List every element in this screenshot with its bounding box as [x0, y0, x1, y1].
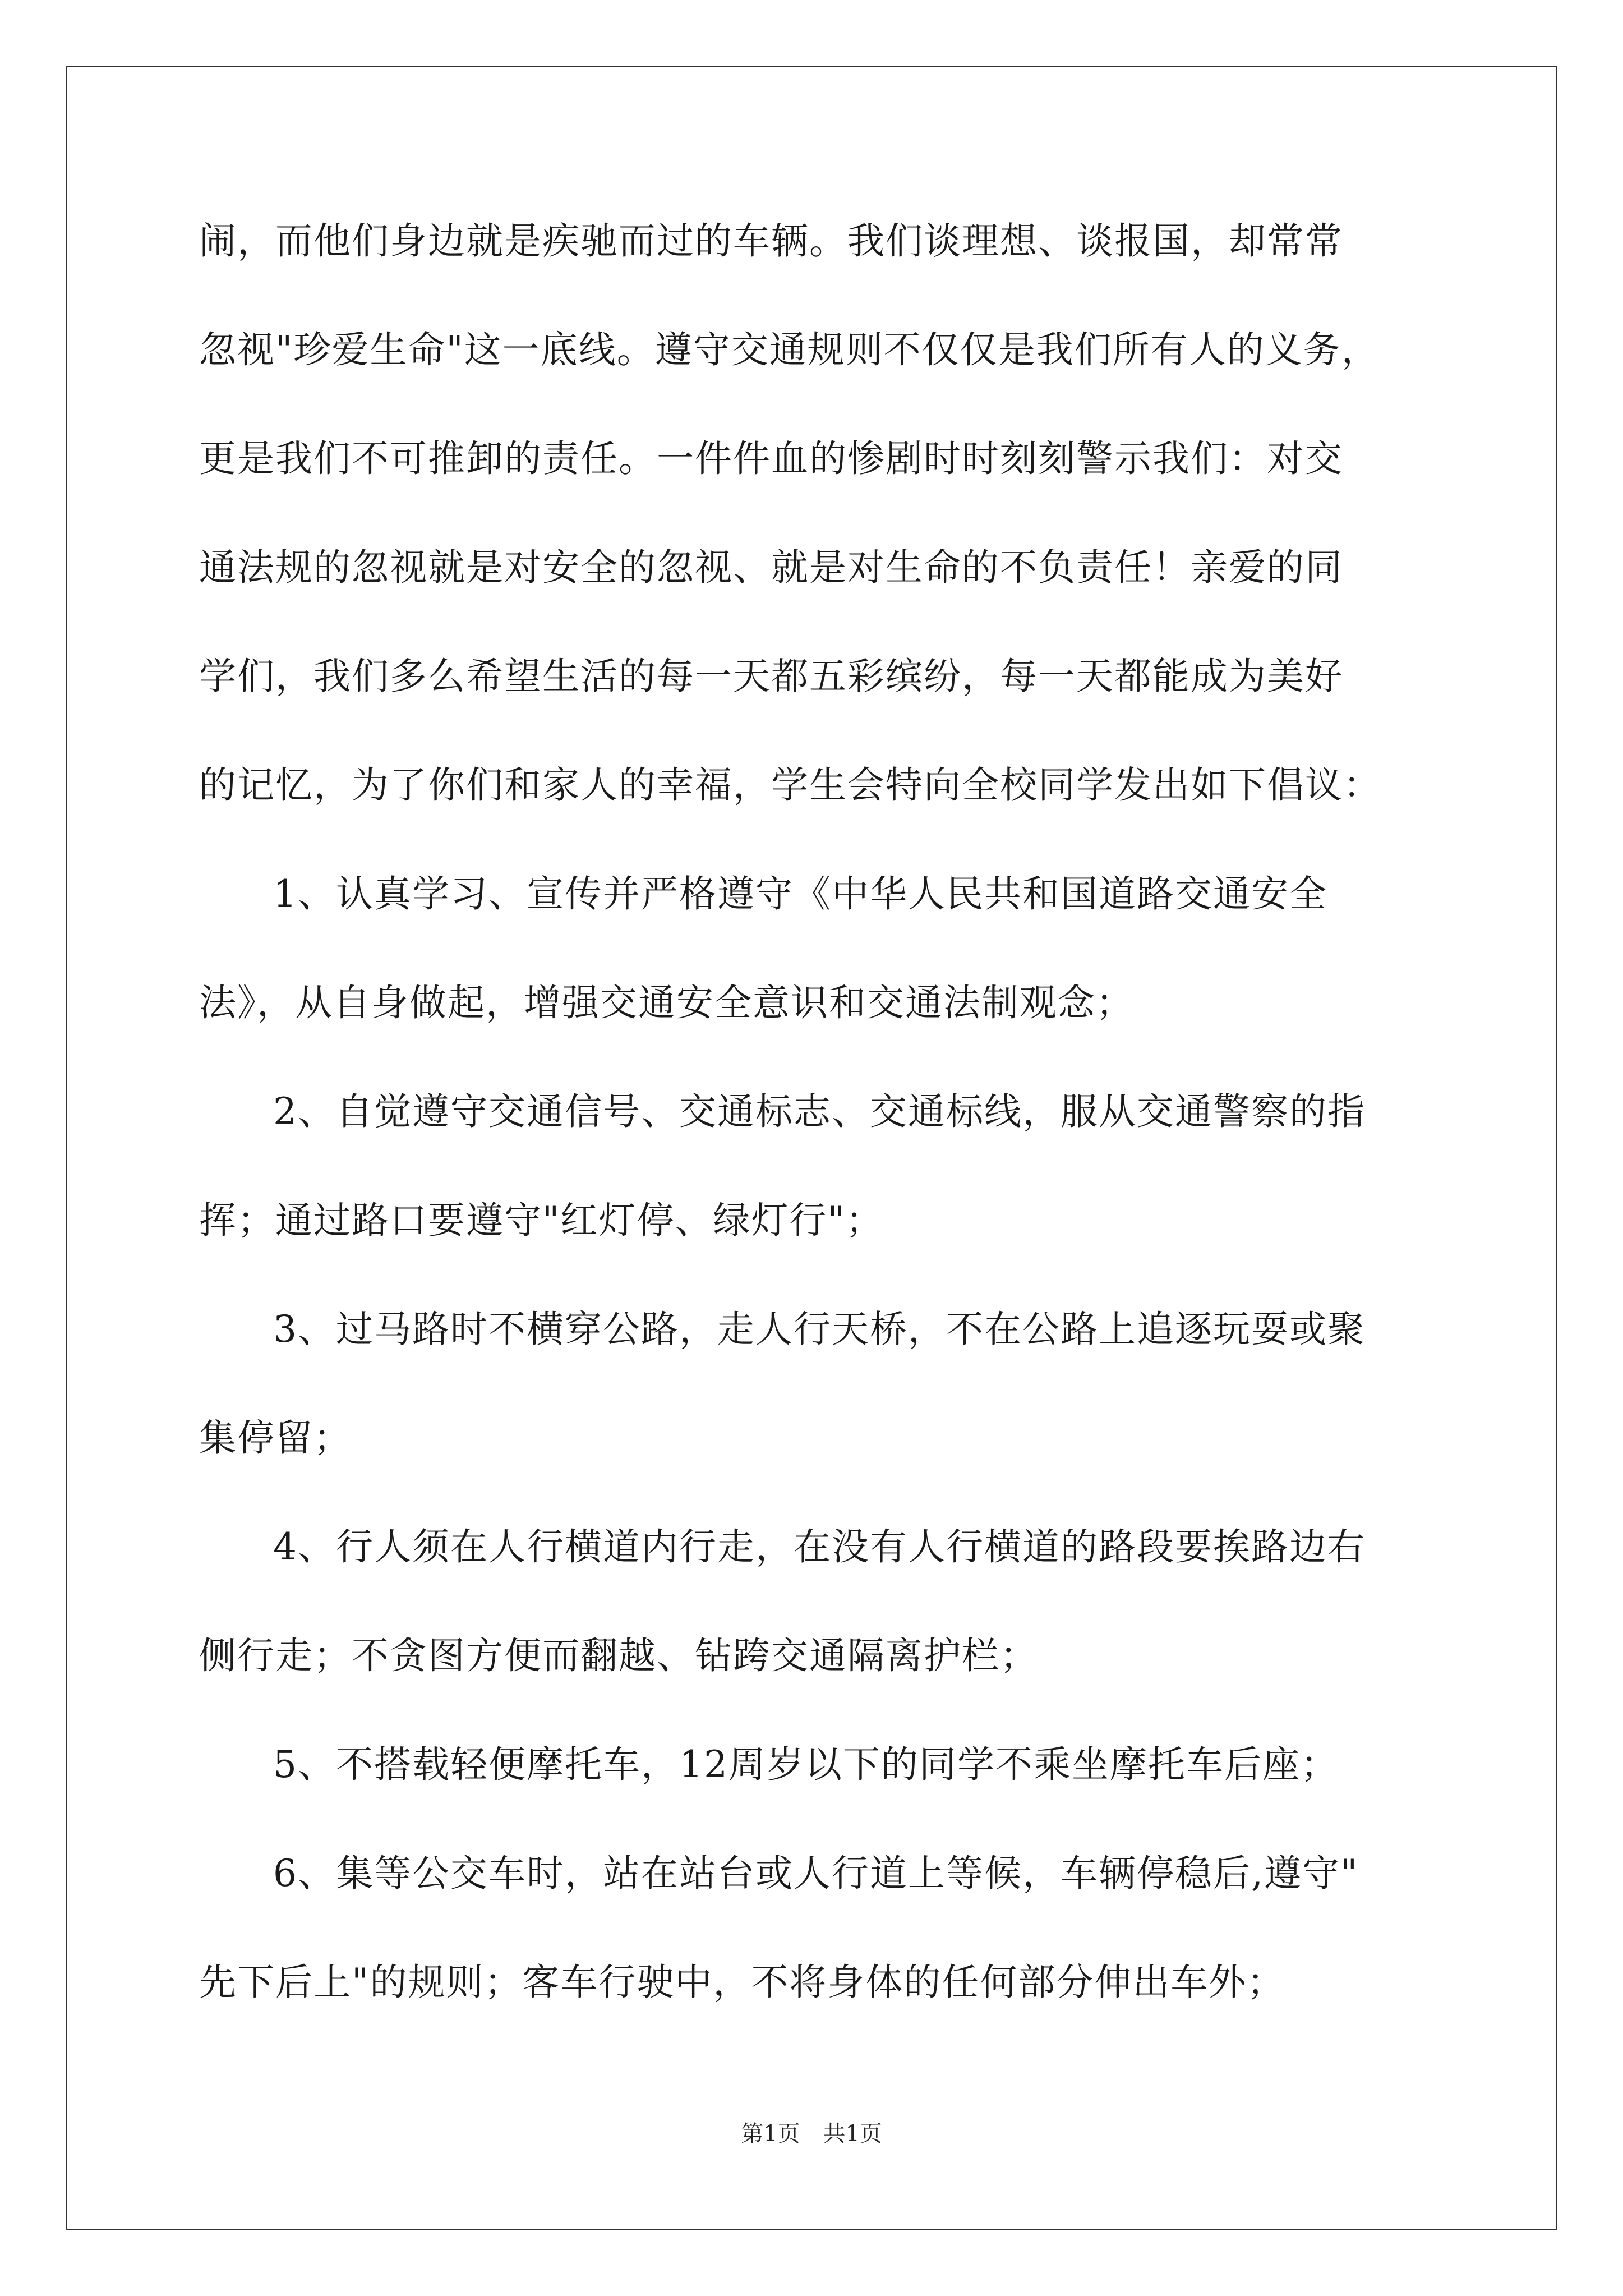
paragraph-line: 更是我们不可推卸的责任。一件件血的惨剧时时刻刻警示我们：对交 [199, 437, 1343, 480]
list-item-5-line: 5、不搭载轻便摩托车，12周岁以下的同学不乘坐摩托车后座； [273, 1743, 1339, 1786]
list-item-3-line: 3、过马路时不横穿公路，走人行天桥，不在公路上追逐玩耍或聚 [273, 1308, 1366, 1351]
list-item-6-line: 先下后上"的规则；客车行驶中，不将身体的任何部分伸出车外； [199, 1961, 1285, 2004]
document-body [199, 219, 1424, 2072]
page-number-total: 共1页 [823, 2121, 882, 2147]
list-item-6-line: 6、集等公交车时，站在站台或人行道上等候，车辆停稳后,遵守" [273, 1852, 1359, 1895]
paragraph-line: 的记忆，为了你们和家人的幸福，学生会特向全校同学发出如下倡议： [199, 763, 1381, 807]
list-item-1-line: 法》，从自身做起，增强交通安全意识和交通法制观念； [199, 981, 1134, 1024]
list-item-4-line: 侧行走；不贪图方便而翻越、钻跨交通隔离护栏； [199, 1634, 1038, 1677]
list-item-3-line: 集停留； [199, 1416, 352, 1460]
paragraph-line: 通法规的忽视就是对安全的忽视、就是对生命的不负责任！亲爱的同 [199, 546, 1343, 589]
paragraph-line: 学们，我们多么希望生活的每一天都五彩缤纷，每一天都能成为美好 [199, 655, 1343, 698]
list-item-1-line: 1、认真学习、宣传并严格遵守《中华人民共和国道路交通安全 [273, 872, 1327, 915]
list-item-4-line: 4、行人须在人行横道内行走，在没有人行横道的路段要挨路边右 [273, 1525, 1366, 1568]
paragraph-line: 忽视"珍爱生命"这一底线。遵守交通规则不仅仅是我们所有人的义务， [199, 328, 1380, 371]
list-item-2-line: 2、自觉遵守交通信号、交通标志、交通标线，服从交通警察的指 [273, 1090, 1366, 1133]
paragraph-line: 闹，而他们身边就是疾驰而过的车辆。我们谈理想、谈报国，却常常 [199, 219, 1343, 263]
page-footer [0, 2120, 1623, 2147]
list-item-2-line: 挥；通过路口要遵守"红灯停、绿灯行"； [199, 1199, 884, 1242]
page-number-current: 第1页 [741, 2121, 800, 2147]
